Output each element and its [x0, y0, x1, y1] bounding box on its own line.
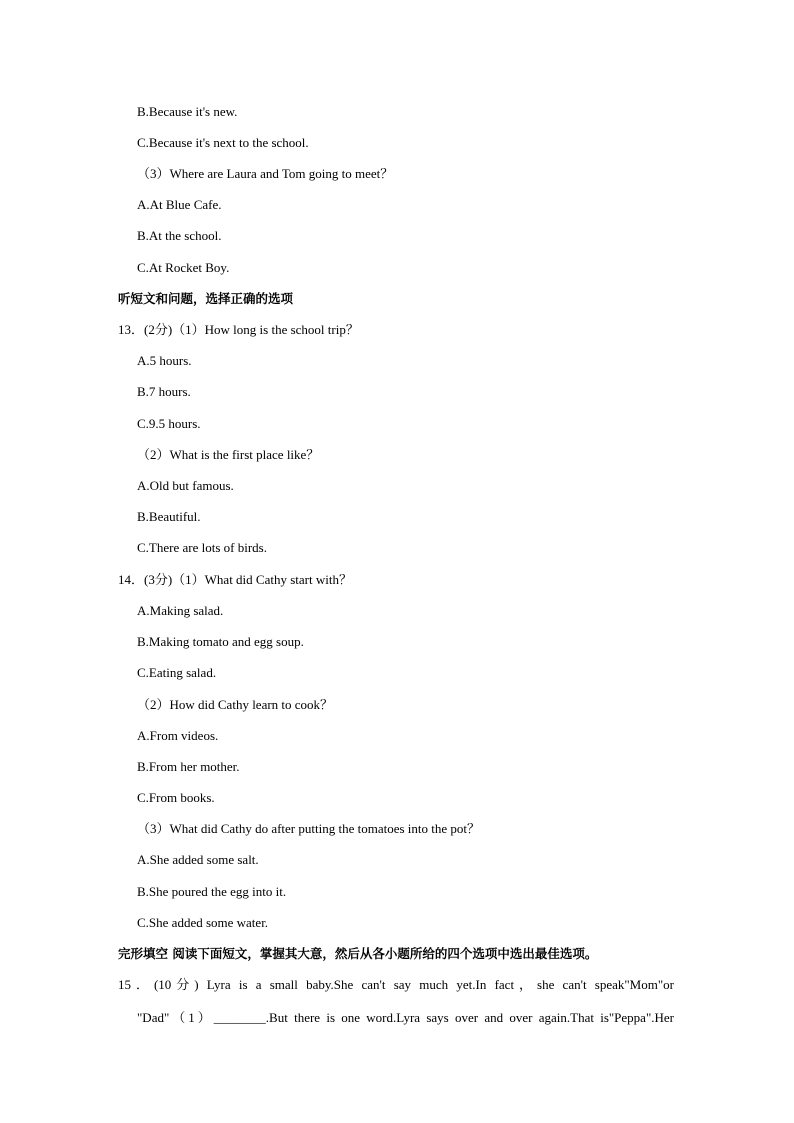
option-text: A.From videos. — [137, 728, 219, 743]
sub-question: （3）Where are Laura and Tom going to meet？ — [137, 166, 394, 181]
option-text: A.Old but famous. — [137, 478, 234, 493]
question-15: 15．(10分) Lyra is a small baby.She can't say much yet.In fact，she can't speak"Mom"or — [118, 977, 674, 992]
option-text: A.Making salad. — [137, 603, 224, 618]
option-text: C.She added some water. — [137, 915, 269, 930]
option-text: B.From her mother. — [137, 759, 240, 774]
option-text: A.She added some salt. — [137, 852, 259, 867]
option-text: C.From books. — [137, 790, 215, 805]
option-text: A.5 hours. — [137, 353, 192, 368]
option-text: C.There are lots of birds. — [137, 540, 267, 555]
option-text: A.At Blue Cafe. — [137, 197, 222, 212]
question-13: 13．(2分)（1）How long is the school trip？ — [118, 322, 359, 337]
option-text: B.She poured the egg into it. — [137, 884, 287, 899]
option-text: C.Eating salad. — [137, 665, 217, 680]
option-text: B.7 hours. — [137, 384, 191, 399]
option-text: B.Because it's new. — [137, 104, 238, 119]
option-text: C.At Rocket Boy. — [137, 260, 230, 275]
question-14: 14．(3分)（1）What did Cathy start with？ — [118, 572, 352, 587]
option-text: C.Because it's next to the school. — [137, 135, 309, 150]
sub-question: （2）What is the first place like？ — [137, 447, 320, 462]
passage-text: "Dad"（1）________.But there is one word.Lyra says over and over again.That is"Peppa".Her — [137, 1010, 674, 1025]
option-text: C.9.5 hours. — [137, 416, 201, 431]
sub-question: （3）What did Cathy do after putting the tomatoes into the pot？ — [137, 821, 480, 836]
sub-question: （2）How did Cathy learn to cook？ — [137, 697, 334, 712]
section-heading: 完形填空 阅读下面短文，掌握其大意，然后从各小题所给的四个选项中选出最佳选项。 — [118, 946, 598, 961]
option-text: B.Beautiful. — [137, 509, 201, 524]
option-text: B.At the school. — [137, 228, 222, 243]
section-heading: 听短文和问题，选择正确的选项 — [118, 291, 294, 306]
option-text: B.Making tomato and egg soup. — [137, 634, 304, 649]
